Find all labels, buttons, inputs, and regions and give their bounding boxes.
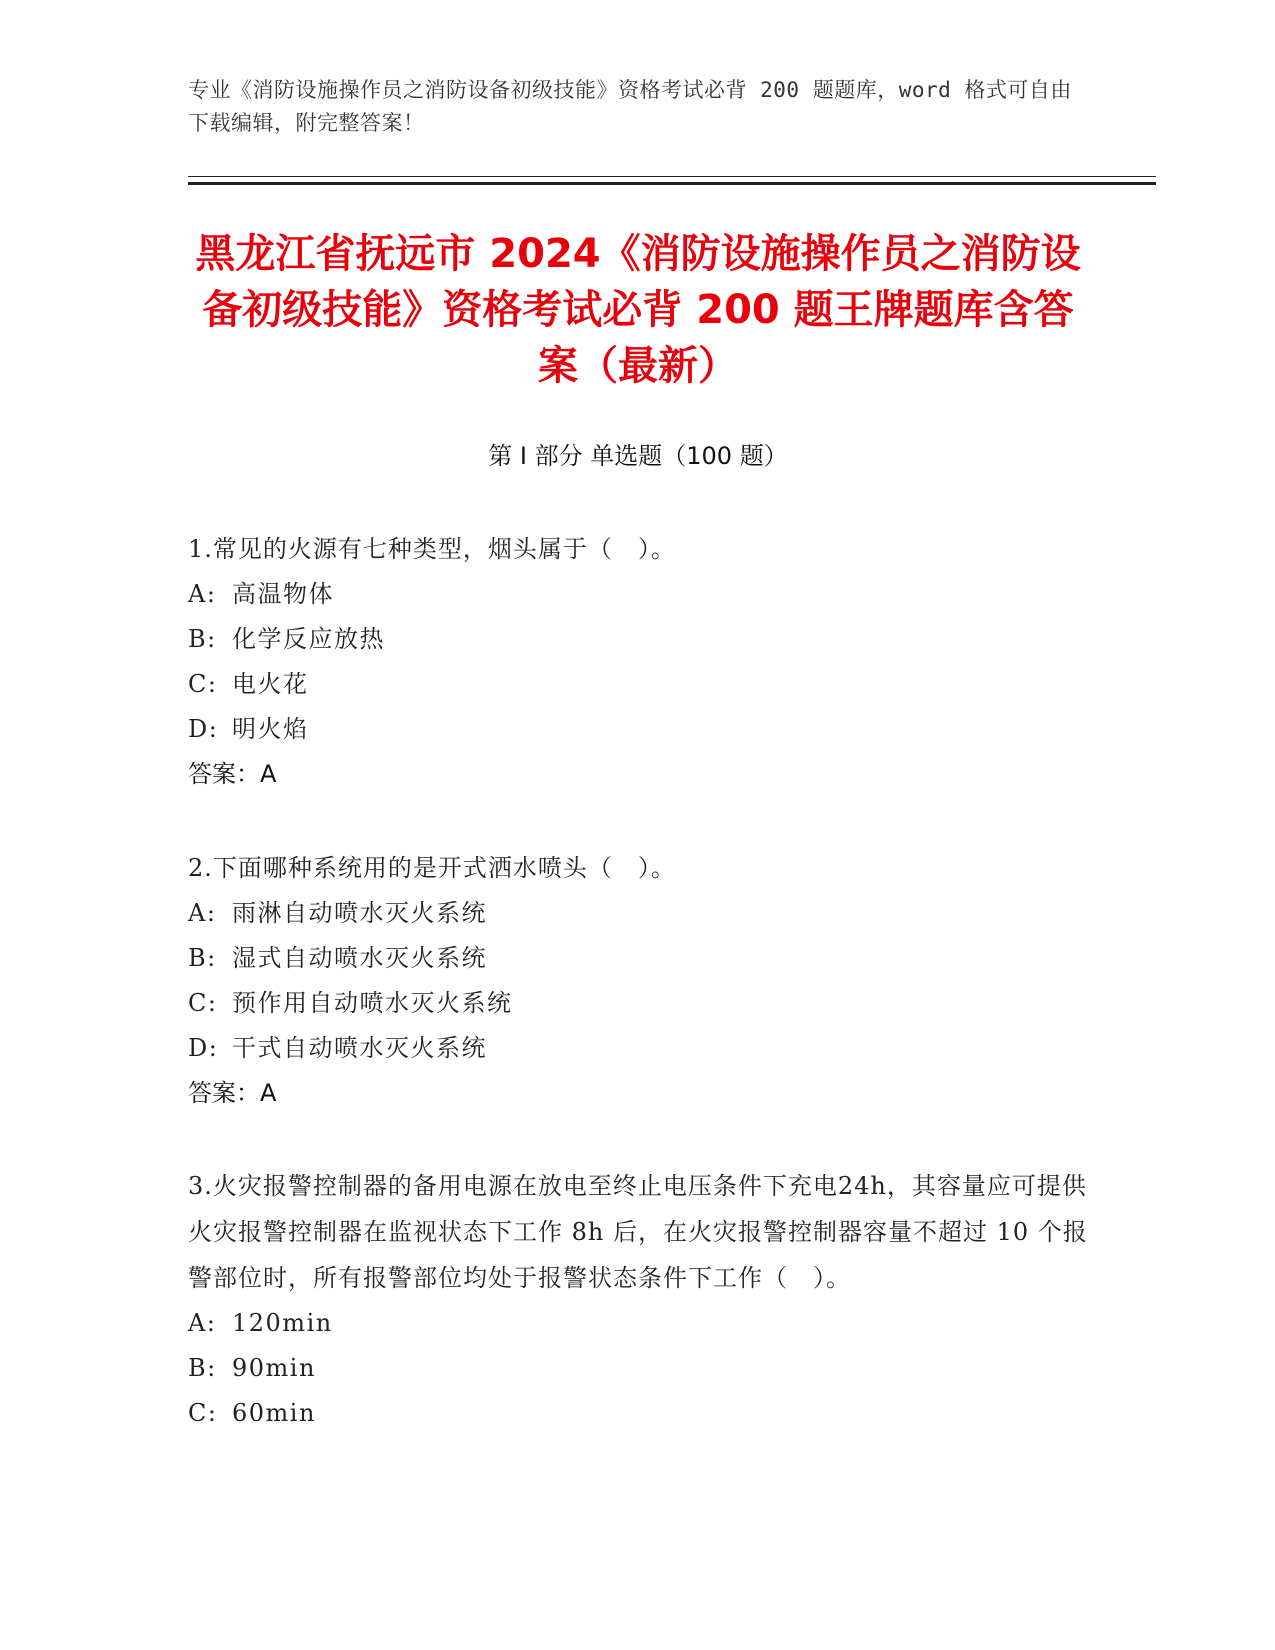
question-2	[188, 845, 1088, 1116]
option-letter: C:	[188, 670, 218, 698]
answer-line: 答案：A	[188, 1079, 277, 1107]
document-title: 黑龙江省抚远市 2024《消防设施操作员之消防设备初级技能》资格考试必背 200 题王牌题库含答案（最新）	[195, 231, 1081, 389]
option-a	[188, 572, 1088, 617]
option-c	[188, 662, 1088, 707]
option-letter: B:	[188, 944, 217, 972]
option-b	[188, 936, 1088, 981]
option-text: 化学反应放热	[232, 625, 385, 653]
question-stem: 1.常见的火源有七种类型，烟头属于（ ）。	[188, 535, 676, 563]
question-3	[188, 1163, 1088, 1436]
header-divider-thick	[188, 182, 1156, 185]
option-text: 120min	[232, 1309, 333, 1337]
option-d	[188, 707, 1088, 752]
option-text: 雨淋自动喷水灭火系统	[232, 899, 487, 927]
question-stem: 3.火灾报警控制器的备用电源在放电至终止电压条件下充电24h，其容量应可提供火灾报警控制器在监视状态下工作 8h 后，在火灾报警控制器容量不超过 10 个报警部位时，所有报警部位均处于报警状态条件下工作（ ）。	[188, 1172, 1088, 1292]
option-letter: D:	[188, 1034, 219, 1062]
option-letter: A:	[188, 899, 217, 927]
option-b	[188, 617, 1088, 662]
option-b	[188, 1346, 1088, 1391]
option-letter: C:	[188, 989, 218, 1017]
option-text: 高温物体	[232, 580, 334, 608]
option-letter: B:	[188, 625, 217, 653]
header-divider-thin	[188, 176, 1156, 177]
option-text: 90min	[232, 1354, 316, 1382]
option-text: 60min	[232, 1399, 316, 1427]
option-text: 电火花	[232, 670, 309, 698]
option-c	[188, 981, 1088, 1026]
option-letter: A:	[188, 580, 217, 608]
answer-line: 答案：A	[188, 760, 277, 788]
option-d	[188, 1026, 1088, 1071]
option-text: 干式自动喷水灭火系统	[232, 1034, 487, 1062]
option-c	[188, 1391, 1088, 1436]
option-letter: B:	[188, 1354, 217, 1382]
option-letter: C:	[188, 1399, 218, 1427]
option-text: 湿式自动喷水灭火系统	[232, 944, 487, 972]
option-text: 预作用自动喷水灭火系统	[232, 989, 513, 1017]
option-text: 明火焰	[232, 715, 309, 743]
question-stem: 2.下面哪种系统用的是开式洒水喷头（ ）。	[188, 854, 676, 882]
section-title: 第 I 部分 单选题（100 题）	[488, 442, 788, 470]
option-letter: D:	[188, 715, 219, 743]
option-a	[188, 891, 1088, 936]
header-note: 专业《消防设施操作员之消防设备初级技能》资格考试必背 200 题题库，word 格式可自由下载编辑，附完整答案！	[188, 78, 1072, 135]
option-letter: A:	[188, 1309, 217, 1337]
option-a	[188, 1301, 1088, 1346]
question-1	[188, 526, 1088, 797]
